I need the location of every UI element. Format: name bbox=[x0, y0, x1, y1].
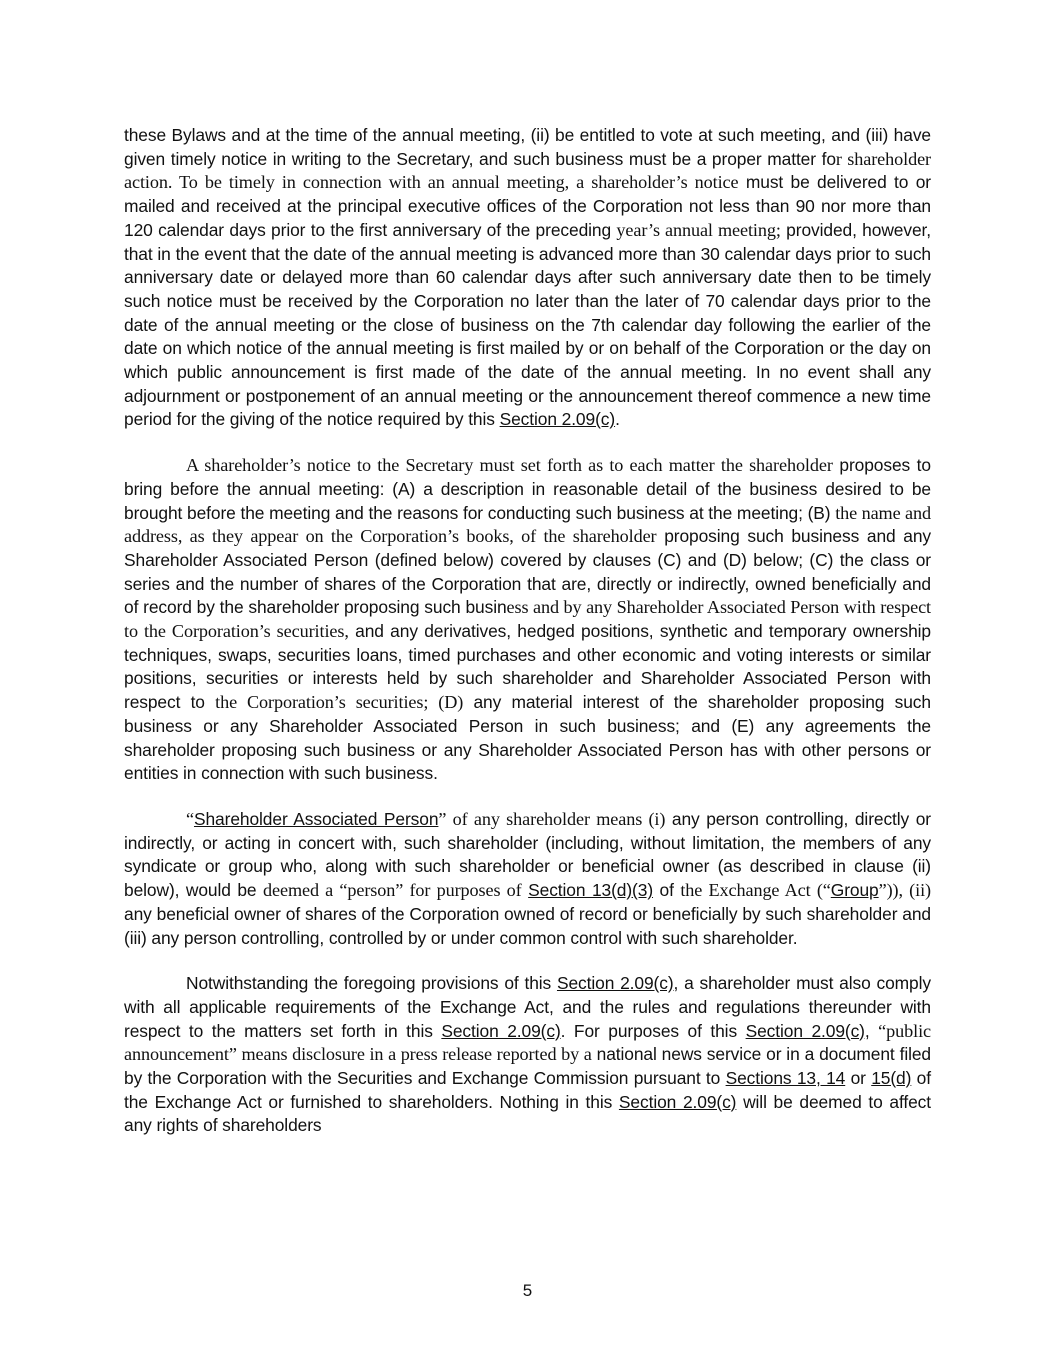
text-segment: these Bylaws and at the time of the annual meeting, (ii) be entitled to vote at such meeting, and (iii) have given timely notice in writing to the Secretary, and such business must be a proper matter fo bbox=[124, 125, 931, 169]
text-segment: of bbox=[653, 880, 681, 901]
text-segment: r shareholder action. To be timely in connection with an annual meeting, a shareholder’s notice bbox=[124, 148, 931, 193]
text-segment: “ bbox=[186, 808, 194, 829]
page-number: 5 bbox=[522, 1281, 533, 1300]
text-segment: and any derivatives, hedged positions, synthetic and temporary ownership techniques, swaps, securities loans, timed purchases and other economic and voting interests or similar positions, securities or interests held by such shareholder and Shareholder Associated Person with respect to bbox=[124, 621, 931, 713]
text-segment: . bbox=[615, 409, 620, 430]
text-segment: any material interest of the shareholder proposing such business or any Shareholder Associated Person in such business; and (E) any agreements the shareholder proposing such business or any Shareholder Associated Person has with other persons or entities in connection with such business. bbox=[124, 692, 931, 784]
section-reference: Section 2.09(c) bbox=[499, 409, 616, 430]
text-segment: will be deemed to affect any rights of shareholders bbox=[124, 1091, 931, 1136]
paragraph-3 bbox=[124, 808, 931, 950]
section-reference: Section 2.09(c) bbox=[441, 1020, 561, 1041]
text-segment: must be delivered to or mailed and received at the principal executive offices of the Corporation not less than 90 nor more than 120 calendar days prior to the first anniversary of the preceding bbox=[124, 172, 931, 240]
text-segment: the Corporation’s securities; (D) bbox=[215, 692, 464, 713]
text-segment: ess and by any Shareholder Associated Person with respect to the Corporation’s securities, bbox=[124, 597, 932, 642]
section-reference: Shareholder Associated Person bbox=[193, 808, 439, 829]
text-segment: year’s annual meeting; bbox=[616, 219, 781, 240]
paragraph-4 bbox=[124, 972, 931, 1138]
text-segment: . For purposes of this bbox=[560, 1020, 746, 1041]
text-segment: A shareholder’s notice to the Secretary must set forth as to each matter the shareholder bbox=[186, 455, 833, 476]
section-reference: Section 13(d)(3) bbox=[528, 880, 654, 901]
section-reference: Sections 13, 14 bbox=[725, 1068, 846, 1089]
text-segment: ” of any shareholder means (i) bbox=[438, 808, 666, 829]
text-segment: deemed a “person” for purposes of bbox=[263, 880, 522, 901]
paragraph-2 bbox=[124, 454, 931, 786]
text-segment: or bbox=[845, 1068, 872, 1089]
text-segment: , a shareholder must also comply with all applicable requirements of the Exchange Act, and the rules and regulations thereunder with respect to the matters set forth in this bbox=[124, 973, 931, 1041]
section-reference: Section 2.09(c) bbox=[745, 1020, 865, 1041]
section-reference: Section 2.09(c) bbox=[618, 1091, 737, 1112]
text-segment: national news service or in a document filed by the Corporation with the Securities and Exchange Commission pursuant to bbox=[124, 1044, 931, 1089]
document-body bbox=[124, 124, 931, 1160]
text-segment: any beneficial owner of shares of the Corporation owned of record or beneficially by such shareholder and (iii) any person controlling, controlled by or under common control with such shareholder. bbox=[124, 903, 931, 948]
text-segment: Notwithstanding the foregoing provisions of this bbox=[186, 973, 557, 994]
text-segment: the name and address, as they appear on the Corporation’s books, of the shareholder bbox=[124, 502, 931, 547]
text-segment: provided, however, that in the event that the date of the annual meeting is advanced more than 30 calendar days prior to such anniversary date or delayed more than 60 calendar days after such anniversary date then to be timely such notice must be received by the Corporation no later than the later of 70 calendar days prior to the date of the annual meeting or the close of business on the 7th calendar day following the earlier of the date on which notice of the annual meeting is first mailed by or on behalf of the Corporation or the day on which public announcement is first made of the date of the annual meeting. In no event shall any adjournment or postponement of an annual meeting or the announcement thereof commence a new time period for the giving of the notice required by this bbox=[124, 219, 931, 430]
paragraph-1 bbox=[124, 124, 931, 432]
text-segment: the Exchange Act (“ bbox=[680, 880, 831, 901]
section-reference: Section 2.09(c) bbox=[556, 973, 674, 994]
text-segment: any person controlling, directly or indirectly, or acting in concert with, such shareholder (including, without limitation, the members of any syndicate or group who, along with such shareholder or beneficial owner (as described in clause (ii) below), would be bbox=[124, 808, 931, 901]
text-segment: of the Exchange Act or furnished to shareholders. Nothing in this bbox=[124, 1068, 931, 1112]
section-reference: Group bbox=[830, 880, 879, 901]
text-segment: “public announcement” means disclosure in a press release reported by a bbox=[124, 1020, 931, 1065]
text-segment: proposes to bring before the annual meeting: (A) a description in reasonable detail of the business desired to be brought before the meeting and the reasons for conducting such business at the meeting; (B) bbox=[124, 455, 931, 523]
section-reference: 15(d) bbox=[871, 1068, 912, 1089]
text-segment: proposing such business and any Shareholder Associated Person (defined below) covered by clauses (C) and (D) below; (C) the class or series and the number of shares of the Corporation that are, directly or indirectly, owned beneficially and of record by the shareholder proposing such busin bbox=[124, 526, 931, 618]
text-segment: , bbox=[864, 1020, 879, 1041]
text-segment: ”)), (ii) bbox=[878, 880, 931, 901]
